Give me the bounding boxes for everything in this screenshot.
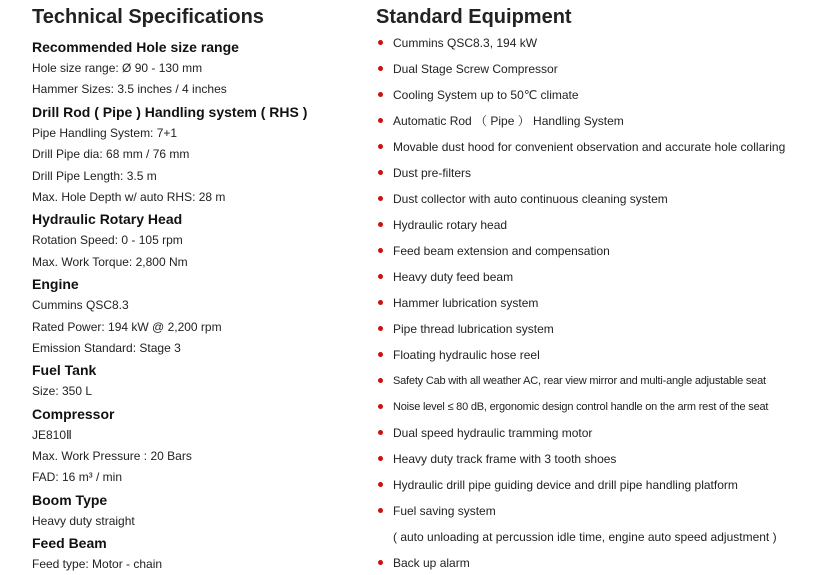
bullet-dot-icon [378,378,383,383]
bullet-dot-icon [378,456,383,461]
bullet-dot-icon [378,430,383,435]
bullet-dot-icon [378,274,383,279]
section-title: Feed Beam [32,535,107,552]
bullet-dot-icon [378,222,383,227]
standard-equipment-column [376,0,814,575]
section-title: Recommended Hole size range [32,39,239,55]
list-item [376,56,814,82]
spec-line: Rotation Speed: 0 - 105 rpm [32,233,183,248]
bullet-dot-icon [378,300,383,305]
list-item [376,108,814,134]
spec-section-hole-size [32,36,360,101]
equipment-label: Dual Stage Screw Compressor [393,62,558,76]
spec-section-boom-type [32,489,360,532]
bullet-dot-icon [378,118,383,123]
bullet-dot-icon [378,196,383,201]
equipment-label: Noise level ≤ 80 dB, ergonomic design control handle on the arm rest of the seat [393,401,769,413]
spec-section-rhs [32,101,360,209]
spec-section-fuel-tank [32,359,360,402]
spec-section-feed-beam [32,532,360,575]
spec-line: Pipe Handling System: 7+1 [32,125,178,140]
spec-line: Feed type: Motor - chain [32,557,163,572]
spec-line: Emission Standard: Stage 3 [32,340,181,355]
spec-line: Drill Pipe dia: 68 mm / 76 mm [32,147,190,162]
equipment-label: Cummins QSC8.3, 194 kW [393,36,538,50]
equipment-label: Dual speed hydraulic tramming motor [393,426,593,440]
list-item [376,30,814,56]
list-item [376,342,814,368]
spec-sections [0,36,360,575]
list-item [376,368,814,394]
bullet-dot-icon [378,560,383,565]
equipment-label: Hydraulic rotary head [393,218,508,232]
spec-line: Size: 350 L [32,384,93,399]
equipment-label: Floating hydraulic hose reel [393,348,540,362]
bullet-dot-icon [378,248,383,253]
equipment-label: Safety Cab with all weather AC, rear view mirror and multi-angle adjustable seat [393,375,766,387]
list-item [376,420,814,446]
spec-line: JE810Ⅱ [32,427,72,442]
equipment-label: ( auto unloading at percussion idle time, engine auto speed adjustment ) [393,530,777,544]
spec-line: Hammer Sizes: 3.5 inches / 4 inches [32,82,227,97]
equipment-label: Pipe thread lubrication system [393,322,554,336]
standard-equipment-title: Standard Equipment [376,6,572,28]
equipment-label: Dust collector with auto continuous cleaning system [393,192,668,206]
bullet-dot-icon [378,170,383,175]
section-title: Fuel Tank [32,362,97,379]
bullet-dot-icon [378,326,383,331]
equipment-label: Hydraulic drill pipe guiding device and drill pipe handling platform [393,478,738,492]
equipment-label: Cooling System up to 50℃ climate [393,88,579,102]
list-item [376,472,814,498]
equipment-label: Fuel saving system [393,504,496,518]
equipment-list [376,30,814,575]
list-item [376,238,814,264]
list-item [376,160,814,186]
spec-section-engine [32,273,360,359]
list-item [376,446,814,472]
spec-section-rotary-head [32,208,360,273]
section-title: Compressor [32,405,115,422]
list-item [376,264,814,290]
list-item [376,186,814,212]
equipment-label: Movable dust hood for convenient observation and accurate hole collaring [393,140,786,154]
spec-line: Hole size range: Ø 90 - 130 mm [32,61,203,75]
section-title: Engine [32,276,79,293]
spec-section-compressor [32,403,360,489]
spec-line: Drill Pipe Length: 3.5 m [32,168,157,183]
equipment-label: Feed beam extension and compensation [393,244,610,258]
spec-line: Cummins QSC8.3 [32,298,129,313]
spec-line: Max. Work Pressure : 20 Bars [32,449,192,464]
bullet-dot-icon [378,66,383,71]
equipment-label: Heavy duty track frame with 3 tooth shoes [393,452,617,466]
list-item [376,290,814,316]
section-title: Drill Rod ( Pipe ) Handling system ( RHS ) [32,103,308,120]
equipment-label: Automatic Rod （ Pipe ） Handling System [393,114,624,128]
bullet-dot-icon [378,92,383,97]
list-item [376,550,814,575]
spec-line: Rated Power: 194 kW @ 2,200 rpm [32,319,222,334]
list-item [376,394,814,420]
technical-specifications-column [0,0,360,575]
equipment-label: Dust pre-filters [393,166,472,180]
bullet-dot-icon [378,508,383,513]
technical-specifications-title: Technical Specifications [32,6,264,28]
spec-line: Max. Hole Depth w/ auto RHS: 28 m [32,189,226,204]
list-item [376,316,814,342]
list-item [376,82,814,108]
equipment-label: Back up alarm [393,556,470,570]
bullet-dot-icon [378,144,383,149]
equipment-label: Heavy duty feed beam [393,270,514,284]
spec-line: Max. Work Torque: 2,800 Nm [32,254,188,269]
list-item [376,212,814,238]
spec-line: Heavy duty straight [32,513,135,528]
spec-line: FAD: 16 m³ / min [32,470,123,485]
equipment-label: Hammer lubrication system [393,296,539,310]
list-item-continuation [376,524,814,550]
bullet-dot-icon [378,352,383,357]
section-title: Hydraulic Rotary Head [32,211,183,228]
bullet-dot-icon [378,40,383,45]
bullet-dot-icon [378,404,383,409]
bullet-dot-icon [378,482,383,487]
list-item [376,134,814,160]
list-item [376,498,814,524]
section-title: Boom Type [32,491,108,508]
